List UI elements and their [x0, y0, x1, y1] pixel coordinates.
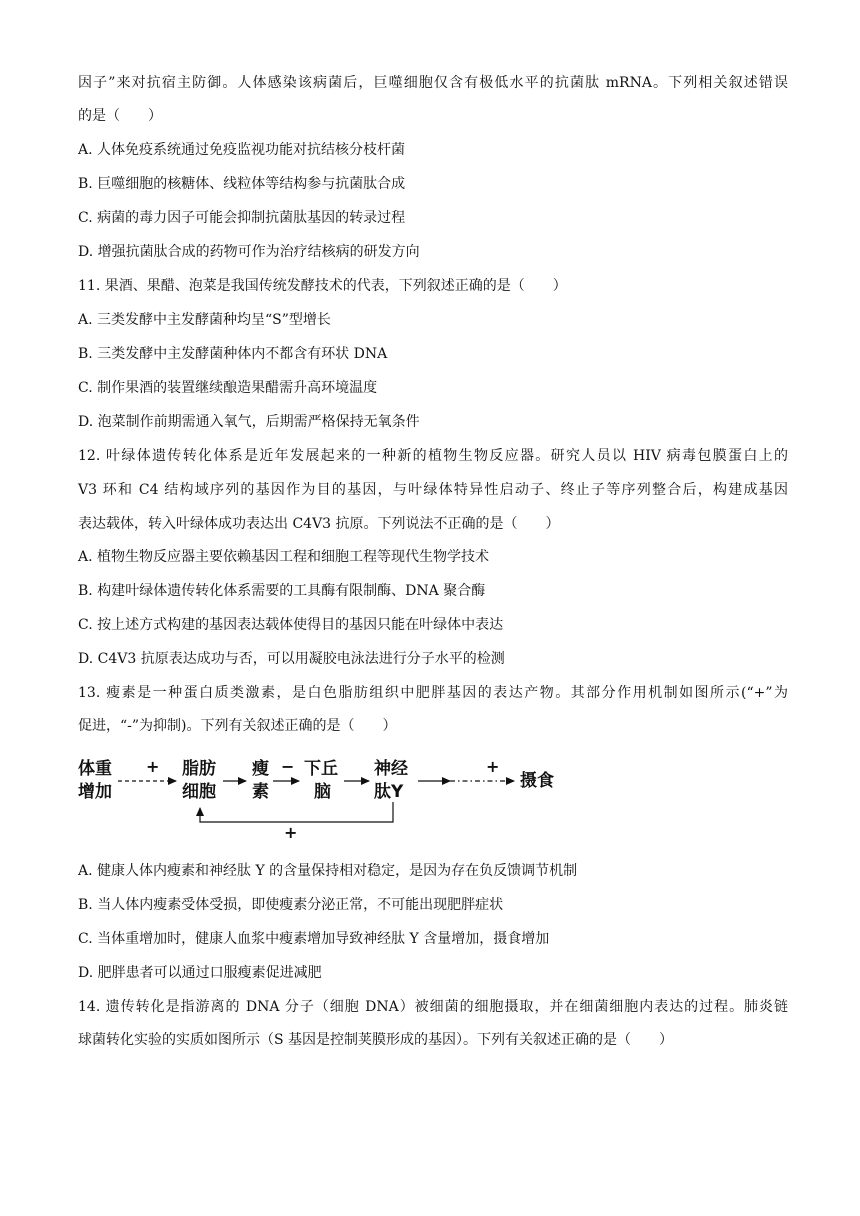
q13-stem-line-1: 13. 瘦素是一种蛋白质类激素，是白色脂肪组织中肥胖基因的表达产物。其部分作用机制如图所示(“+”为: [78, 685, 788, 701]
q11-option-b: B. 三类发酵中主发酵菌种体内不都含有环状 DNA: [78, 346, 388, 362]
q13-option-c: C. 当体重增加时，健康人血浆中瘦素增加导致神经肽 Y 含量增加，摄食增加: [78, 931, 550, 947]
node-neuropeptide-y-line1: 神经: [374, 759, 408, 779]
q10-stem-line-2: 的是（ ）: [78, 108, 162, 124]
sign-promote-1: +: [146, 757, 160, 776]
leptin-mechanism-diagram: [78, 752, 578, 844]
q11-option-a: A. 三类发酵中主发酵菌种均呈“S”型增长: [78, 312, 331, 328]
q12-stem-line-2: V3 环和 C4 结构域序列的基因作为目的基因，与叶绿体特异性启动子、终止子等序列整合后，构建成基因: [78, 482, 788, 498]
q12-option-c: C. 按上述方式构建的基因表达载体使得目的基因只能在叶绿体中表达: [78, 617, 504, 633]
node-leptin-line2: 素: [252, 782, 269, 802]
q11-stem: 11. 果酒、果醋、泡菜是我国传统发酵技术的代表，下列叙述正确的是（ ）: [78, 278, 567, 294]
sign-inhibit: −: [281, 757, 295, 776]
q12-option-a: A. 植物生物反应器主要依赖基因工程和细胞工程等现代生物学技术: [78, 549, 490, 565]
q13-option-a: A. 健康人体内瘦素和神经肽 Y 的含量保持相对稳定，是因为存在负反馈调节机制: [78, 863, 578, 879]
sign-promote-2: +: [486, 757, 500, 776]
q13-option-d: D. 肥胖患者可以通过口服瘦素促进减肥: [78, 965, 322, 981]
feedback-arrow: [200, 802, 393, 822]
q10-option-d: D. 增强抗菌肽合成的药物可作为治疗结核病的研发方向: [78, 244, 420, 260]
sign-feedback-promote: +: [284, 823, 298, 842]
node-fat-cell-line2: 细胞: [182, 782, 216, 802]
q14-stem-line-2: 球菌转化实验的实质如图所示（S 基因是控制荚膜形成的基因）。下列有关叙述正确的是（ ）: [78, 1032, 674, 1048]
q12-option-b: B. 构建叶绿体遗传转化体系需要的工具酶有限制酶、DNA 聚合酶: [78, 583, 486, 599]
q13-stem-line-2: 促进，“-”为抑制)。下列有关叙述正确的是（ ）: [78, 718, 397, 734]
q10-option-a: A. 人体免疫系统通过免疫监视功能对抗结核分枝杆菌: [78, 142, 406, 158]
node-leptin-line1: 瘦: [252, 759, 269, 779]
q10-option-c: C. 病菌的毒力因子可能会抑制抗菌肽基因的转录过程: [78, 210, 406, 226]
node-food-intake: 摄食: [520, 771, 554, 791]
q12-stem-line-1: 12. 叶绿体遗传转化体系是近年发展起来的一种新的植物生物反应器。研究人员以 HIV 病毒包膜蛋白上的: [78, 448, 788, 464]
q11-option-d: D. 泡菜制作前期需通入氧气，后期需严格保持无氧条件: [78, 414, 420, 430]
q10-option-b: B. 巨噬细胞的核糖体、线粒体等结构参与抗菌肽合成: [78, 176, 406, 192]
node-neuropeptide-y-line2: 肽Y: [374, 782, 404, 802]
node-fat-cell-line1: 脂肪: [182, 759, 216, 779]
node-hypothalamus-line2: 脑: [314, 782, 331, 802]
node-weight-gain-line2: 增加: [78, 782, 112, 802]
node-weight-gain-line1: 体重: [78, 759, 112, 779]
q10-stem-line-1: 因子”来对抗宿主防御。人体感染该病菌后，巨噬细胞仅含有极低水平的抗菌肽 mRNA。下列相关叙述错误: [78, 75, 788, 91]
q11-option-c: C. 制作果酒的装置继续酿造果醋需升高环境温度: [78, 380, 378, 396]
q12-stem-line-3: 表达载体，转入叶绿体成功表达出 C4V3 抗原。下列说法不正确的是（ ）: [78, 516, 560, 532]
node-hypothalamus-line1: 下丘: [304, 759, 338, 779]
q13-option-b: B. 当人体内瘦素受体受损，即使瘦素分泌正常，不可能出现肥胖症状: [78, 897, 504, 913]
q12-option-d: D. C4V3 抗原表达成功与否，可以用凝胶电泳法进行分子水平的检测: [78, 651, 505, 667]
q14-stem-line-1: 14. 遗传转化是指游离的 DNA 分子（细胞 DNA）被细菌的细胞摄取，并在细菌细胞内表达的过程。肺炎链: [78, 999, 788, 1015]
